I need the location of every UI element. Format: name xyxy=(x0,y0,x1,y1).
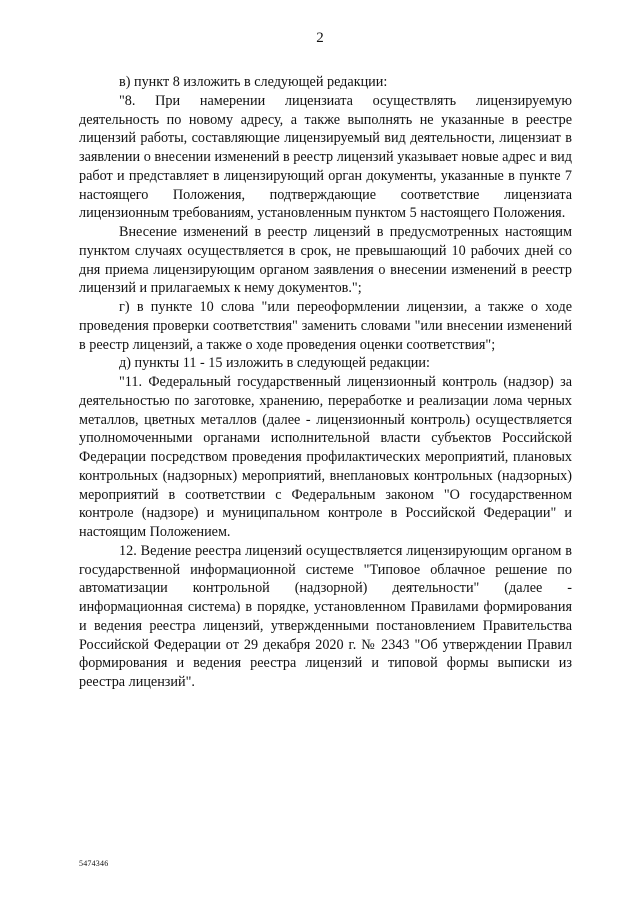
paragraph-amendment-g: г) в пункте 10 слова "или переоформлении лицензии, а также о ходе проведения проверки соответствия" заменить словами "или внесении изменений в реестр лицензий, а также о ходе проведения оценки соответствия"; xyxy=(79,299,572,353)
paragraph-amendment-d: д) пункты 11 - 15 изложить в следующей редакции: xyxy=(119,355,430,372)
document-body xyxy=(79,73,572,692)
paragraph-point-11: "11. Федеральный государственный лицензионный контроль (надзор) за деятельностью по заготовке, хранению, переработке и реализации лома черных металлов, цветных металлов (далее - лицензионный контроль) осуществляется уполномоченными органами исполнительной власти субъектов Российской Федерации посредством проведения профилактических мероприятий, плановых контрольных (надзорных) мероприятий, внеплановых контрольных (надзорных) мероприятий в соответствии с Федеральным законом "О государственном контроле (надзоре) и муниципальном контроле в Российской Федерации" и настоящим Положением. xyxy=(79,374,572,540)
paragraph-amendment-v: в) пункт 8 изложить в следующей редакции: xyxy=(119,74,388,90)
page-number: 2 xyxy=(316,30,324,46)
paragraph-point-12: 12. Ведение реестра лицензий осуществляется лицензирующим органом в государственной информационной системе "Типовое облачное решение по автоматизации контрольной (надзорной) деятельности" (далее - информационная система) в порядке, установленном Правилами формирования и ведения реестра лицензий, утвержденными постановлением Правительства Российской Федерации от 29 декабря 2020 г. № 2343 "Об утверждении Правил формирования и ведения реестра лицензий и типовой формы выписки из реестра лицензий". xyxy=(79,542,572,690)
paragraph-point-8: "8. При намерении лицензиата осуществлять лицензируемую деятельность по новому адресу, а также выполнять не указанные в реестре лицензий работы, составляющие лицензируемый вид деятельности, лицензиат в заявлении о внесении изменений в реестр лицензий указывает новые адрес и вид работ и представляет в лицензирующий орган документы, указанные в пункте 7 настоящего Положения, подтверждающие соответствие лицензиата лицензионным требованиям, установленным пунктом 5 настоящего Положения. xyxy=(79,92,572,222)
document-code: 5474346 xyxy=(79,859,109,868)
paragraph-point-8-deadline: Внесение изменений в реестр лицензий в предусмотренных настоящим пунктом случаях осуществляется в срок, не превышающий 10 рабочих дней со дня приема лицензирующим органом заявления о внесении изменений в реестр лицензий и прилагаемых к нему документов."; xyxy=(79,224,572,297)
